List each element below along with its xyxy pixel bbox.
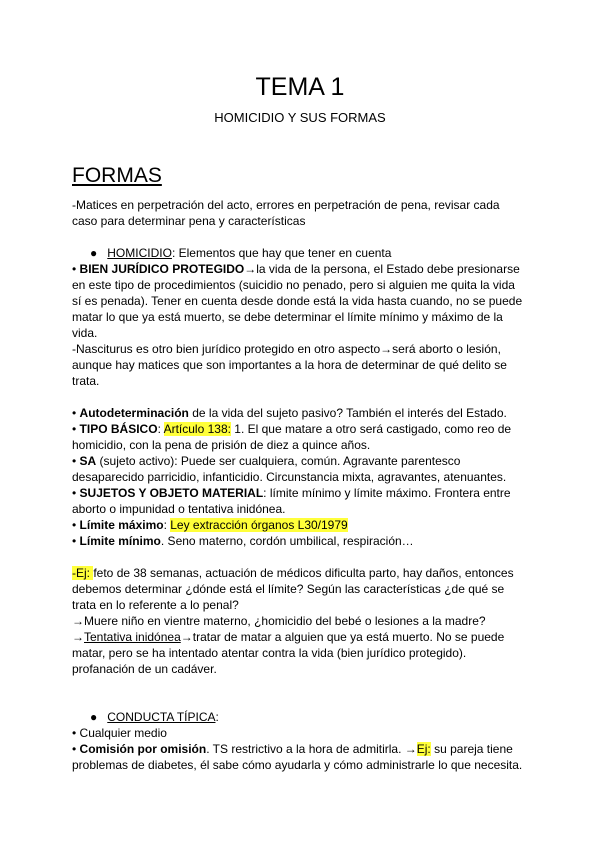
highlight-ej: Ej: [416,742,431,756]
section-heading: FORMAS [72,164,162,187]
paragraph-sujetos-objeto [72,485,532,517]
paragraph-limite-maximo [72,517,532,533]
text-run: : límite mínimo y límite máximo. Frontera entre [263,486,511,500]
text-run: desaparecido parricidio, infanticidio. Circunstancia mixta, agravantes, atenuantes. [72,470,507,484]
term-limite-maximo: Límite máximo [79,518,164,532]
bullet-text: • [72,486,80,500]
paragraph-tentativa [72,629,532,677]
intro-line: caso para determinar pena y características [72,214,306,228]
text-run: trata. [72,374,100,388]
paragraph-comision [72,741,532,773]
homicidio-section [72,245,532,677]
list-item-text: : [215,710,219,724]
text-run: aborto o impunidad o tentativa inidónea. [72,502,286,516]
paragraph-ejemplo [72,565,532,613]
list-item-homicidio [72,245,532,261]
text-run: →tratar de matar a alguien que ya está muerto. No se puede [180,630,505,644]
text-run: : [157,422,164,436]
bullet-icon: ● [90,246,98,260]
text-run: su pareja tiene [430,742,513,756]
conducta-section [72,709,532,773]
text-run: trata en lo referente a lo penal? [72,598,239,612]
intro-line: -Matices en perpetración del acto, errores en perpetración de pena, revisar cada [72,198,500,212]
page-subtitle: HOMICIDIO Y SUS FORMAS [214,110,386,125]
bullet-text: • [72,742,80,756]
text-run: (sujeto activo): Puede ser cualquiera, común. Agravante parentesco [96,454,461,468]
highlight-ej: -Ej: [72,566,94,580]
term-bien-juridico: BIEN JURÍDICO PROTEGIDO [79,262,245,276]
paragraph-limite-minimo [72,533,532,549]
text-run: debemos determinar ¿dónde está el límite? Según las características ¿de qué se [72,582,505,596]
term-limite-minimo: Límite mínimo [79,534,161,548]
text-run: problemas de diabetes, él sabe cómo ayudarla y cómo administrarle lo que necesita. [72,758,523,772]
highlight-ley: Ley extracción órganos L30/1979 [170,518,348,532]
text-run: en este tipo de procedimientos (suicidio no penado, pero si alguien me quita la vida [72,278,515,292]
list-item-label: HOMICIDIO [107,246,172,260]
list-item-label: CONDUCTA TÍPICA [107,710,216,724]
term-sa: SA [79,454,97,468]
text-run: profanación de un cadáver. [72,662,217,676]
paragraph-sujeto-activo [72,453,532,485]
bullet-text: • [72,406,80,420]
text-run: feto de 38 semanas, actuación de médicos dificulta parto, hay daños, entonces [93,566,514,580]
text-run: : [163,518,171,532]
text-run: matar, pero se ha intentado atentar contra la vida (bien jurídico protegido). [72,646,467,660]
term-tentativa: Tentativa inidónea [84,630,181,644]
page-title: TEMA 1 [255,73,345,101]
list-item-conducta [72,709,532,725]
paragraph-muere: →Muere niño en vientre materno, ¿homicidio del bebé o lesiones a la madre? [72,614,486,628]
text-run: aunque hay matices que son importantes a la hora de determinar de qué delito se [72,358,507,372]
term-sujetos-objeto: SUJETOS Y OBJETO MATERIAL [79,486,264,500]
text-run: →la vida de la persona, el Estado debe presionarse [244,262,520,276]
bullet-text: • [72,422,80,436]
paragraph-cualquier-medio: • Cualquier medio [72,726,167,740]
term-autodeterminacion: Autodeterminación [79,406,189,420]
paragraph-bien-juridico [72,261,532,341]
intro-paragraph [72,197,532,229]
term-tipo-basico: TIPO BÁSICO [79,422,158,436]
list-item-text: : Elementos que hay que tener en cuenta [171,246,392,260]
paragraph-tipo-basico [72,421,532,453]
bullet-icon: ● [90,710,98,724]
paragraph-autodeterminacion [72,405,532,421]
highlight-articulo: Artículo 138: [163,422,231,436]
term-comision: Comisión por omisión [79,742,207,756]
bullet-text: • [72,534,80,548]
bullet-text: • [72,518,80,532]
paragraph-nasciturus [72,341,532,389]
arrow-text: → [72,630,84,644]
text-run: -Nasciturus es otro bien jurídico protegido en otro aspecto→será aborto o lesión, [72,342,501,356]
text-run: homicidio, con la pena de prisión de diez a quince años. [72,438,371,452]
bullet-text: • [72,454,80,468]
text-run: matar lo que ya está muerto, se debe determinar el límite mínimo y máximo de la [72,310,503,324]
text-run: . TS restrictivo a la hora de admitirla. → [206,742,417,756]
text-run: . Seno materno, cordón umbilical, respiración… [160,534,414,548]
text-run: sí es penada). Tener en cuenta desde donde está la vida hasta cuando, no se puede [72,294,523,308]
text-run: de la vida del sujeto pasivo? También el interés del Estado. [188,406,507,420]
text-run: vida. [72,326,98,340]
text-run: 1. El que matare a otro será castigado, como reo de [230,422,512,436]
bullet-text: • [72,262,80,276]
